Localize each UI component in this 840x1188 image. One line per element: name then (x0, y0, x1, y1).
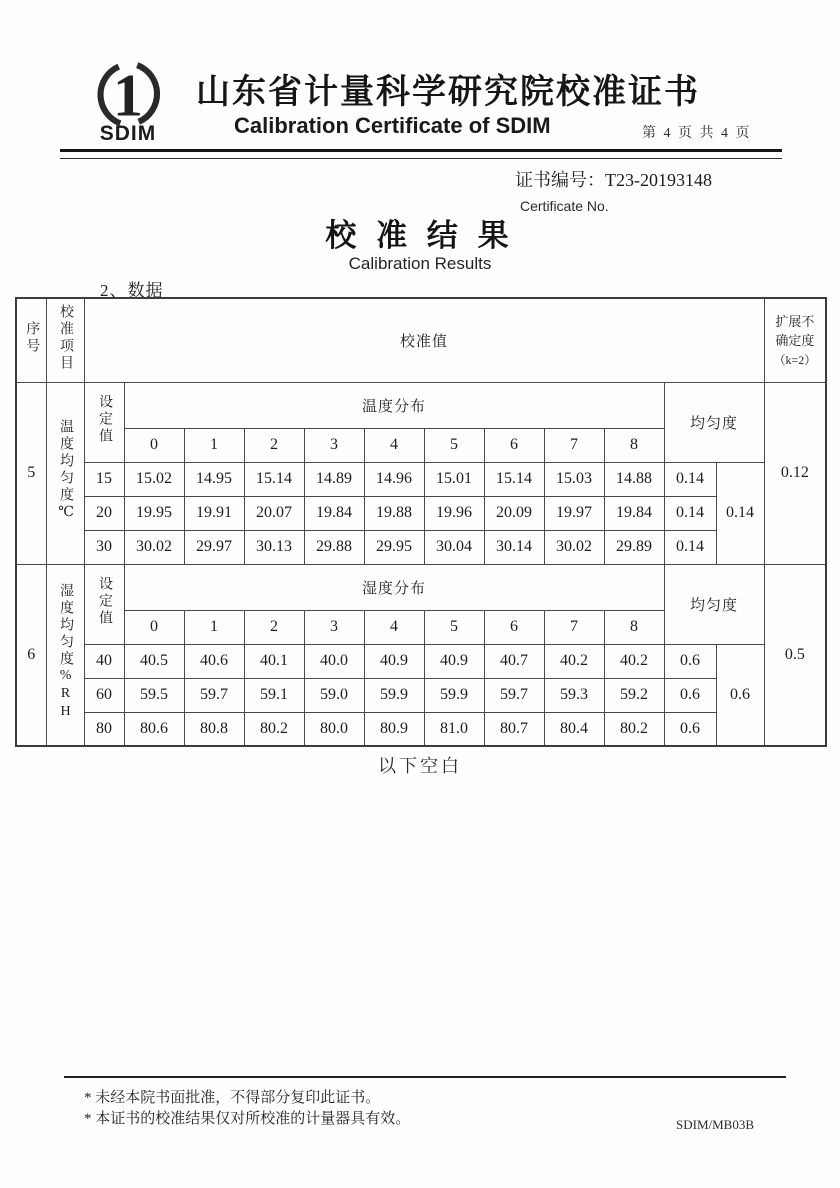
reading: 80.2 (604, 712, 664, 746)
point-index: 8 (604, 428, 664, 462)
reading: 59.1 (244, 678, 304, 712)
reading: 15.01 (424, 462, 484, 496)
reading: 15.03 (544, 462, 604, 496)
reading: 30.04 (424, 530, 484, 564)
reading: 19.97 (544, 496, 604, 530)
certificate-number-label-en: Certificate No. (520, 198, 609, 214)
reading: 40.0 (304, 644, 364, 678)
certificate-title-en: Calibration Certificate of SDIM (234, 113, 551, 138)
reading: 40.2 (544, 644, 604, 678)
point-index: 6 (484, 610, 544, 644)
row-uniformity: 0.14 (664, 462, 716, 496)
reading: 20.09 (484, 496, 544, 530)
reading: 59.9 (364, 678, 424, 712)
page-number: 第 4 页 共 4 页 (642, 126, 752, 141)
set-value: 15 (84, 462, 124, 496)
reading: 40.7 (484, 644, 544, 678)
reading: 40.5 (124, 644, 184, 678)
table-header-row (16, 298, 826, 382)
reading: 80.6 (124, 712, 184, 746)
section-item: 湿度均匀度%RH (46, 564, 84, 746)
expanded-uncertainty-value: 0.12 (764, 382, 826, 564)
reading: 14.96 (364, 462, 424, 496)
reading: 80.7 (484, 712, 544, 746)
table-row (16, 496, 826, 530)
form-code: SDIM/MB03B (676, 1117, 755, 1132)
row-uniformity: 0.6 (664, 644, 716, 678)
point-index: 7 (544, 610, 604, 644)
row-uniformity: 0.6 (664, 678, 716, 712)
certificate-number: 证书编号：T23-20193148 (515, 170, 712, 190)
results-title-en: Calibration Results (348, 254, 492, 273)
reading: 81.0 (424, 712, 484, 746)
uniformity-header: 均匀度 (664, 382, 764, 462)
point-index: 2 (244, 610, 304, 644)
point-index: 1 (184, 610, 244, 644)
reading: 30.02 (544, 530, 604, 564)
set-value-header: 设定值 (84, 382, 124, 462)
temp-distribution-label: 温度分布 (124, 382, 664, 428)
reading: 30.13 (244, 530, 304, 564)
point-index: 4 (364, 610, 424, 644)
footer-divider (64, 1076, 786, 1078)
temp-distribution-header-row (16, 382, 826, 428)
reading: 14.89 (304, 462, 364, 496)
set-value: 30 (84, 530, 124, 564)
reading: 19.88 (364, 496, 424, 530)
reading: 20.07 (244, 496, 304, 530)
reading: 19.91 (184, 496, 244, 530)
point-index: 5 (424, 428, 484, 462)
reading: 29.97 (184, 530, 244, 564)
reading: 40.6 (184, 644, 244, 678)
reading: 15.14 (244, 462, 304, 496)
data-section-heading: 2、数据 (100, 281, 164, 300)
reading: 30.02 (124, 530, 184, 564)
table-row (16, 530, 826, 564)
below-blank-note: 以下空白 (378, 756, 462, 776)
section-seq: 5 (16, 382, 46, 564)
svg-text:1: 1 (113, 62, 143, 128)
calibration-results-table (15, 297, 827, 747)
reading: 14.95 (184, 462, 244, 496)
point-index: 4 (364, 428, 424, 462)
reading: 19.95 (124, 496, 184, 530)
set-value-header: 设定值 (84, 564, 124, 644)
point-index: 3 (304, 428, 364, 462)
footer-note: * 本证书的校准结果仅对所校准的计量器具有效。 (84, 1111, 411, 1127)
uniformity-header: 均匀度 (664, 564, 764, 644)
humidity-distribution-header-row (16, 564, 826, 610)
reading: 80.8 (184, 712, 244, 746)
reading: 40.1 (244, 644, 304, 678)
point-index: 0 (124, 610, 184, 644)
reading: 80.0 (304, 712, 364, 746)
section-item: 温度均匀度℃ (46, 382, 84, 564)
set-value: 80 (84, 712, 124, 746)
calibration-value-header: 校准值 (84, 298, 764, 382)
sdim-logo-text: SDIM (99, 122, 157, 145)
reading: 15.14 (484, 462, 544, 496)
point-index: 1 (184, 428, 244, 462)
sdim-logo-icon (89, 62, 167, 128)
point-index: 8 (604, 610, 664, 644)
table-row (16, 462, 826, 496)
reading: 29.95 (364, 530, 424, 564)
reading: 59.3 (544, 678, 604, 712)
table-row (16, 644, 826, 678)
reading: 59.0 (304, 678, 364, 712)
header-divider (60, 149, 782, 159)
reading: 59.7 (184, 678, 244, 712)
set-value: 40 (84, 644, 124, 678)
section-seq: 6 (16, 564, 46, 746)
point-index: 2 (244, 428, 304, 462)
reading: 14.88 (604, 462, 664, 496)
reading: 40.9 (364, 644, 424, 678)
point-index: 0 (124, 428, 184, 462)
point-index: 7 (544, 428, 604, 462)
reading: 59.2 (604, 678, 664, 712)
expanded-uncertainty-value: 0.5 (764, 564, 826, 746)
reading: 40.9 (424, 644, 484, 678)
footer-note: * 未经本院书面批准，不得部分复印此证书。 (84, 1090, 381, 1106)
reading: 29.88 (304, 530, 364, 564)
reading: 59.7 (484, 678, 544, 712)
seq-header: 序号 (16, 298, 46, 382)
results-title-cn: 校 准 结 果 (325, 218, 515, 253)
item-header: 校准项目 (46, 298, 84, 382)
reading: 15.02 (124, 462, 184, 496)
reading: 80.9 (364, 712, 424, 746)
set-value: 60 (84, 678, 124, 712)
reading: 19.84 (604, 496, 664, 530)
expanded-uncertainty-header: 扩展不确定度 （k=2） (764, 298, 826, 382)
reading: 59.5 (124, 678, 184, 712)
point-index: 3 (304, 610, 364, 644)
reading: 19.84 (304, 496, 364, 530)
reading: 80.2 (244, 712, 304, 746)
set-value: 20 (84, 496, 124, 530)
row-uniformity: 0.14 (664, 530, 716, 564)
org-title: 山东省计量科学研究院校准证书 (196, 74, 700, 111)
reading: 19.96 (424, 496, 484, 530)
reading: 30.14 (484, 530, 544, 564)
overall-uniformity: 0.14 (716, 462, 764, 564)
point-index: 5 (424, 610, 484, 644)
point-index: 6 (484, 428, 544, 462)
table-row (16, 712, 826, 746)
sdim-logo (85, 62, 171, 146)
humidity-distribution-label: 湿度分布 (124, 564, 664, 610)
reading: 29.89 (604, 530, 664, 564)
row-uniformity: 0.6 (664, 712, 716, 746)
row-uniformity: 0.14 (664, 496, 716, 530)
overall-uniformity: 0.6 (716, 644, 764, 746)
table-row (16, 678, 826, 712)
reading: 40.2 (604, 644, 664, 678)
reading: 80.4 (544, 712, 604, 746)
reading: 59.9 (424, 678, 484, 712)
